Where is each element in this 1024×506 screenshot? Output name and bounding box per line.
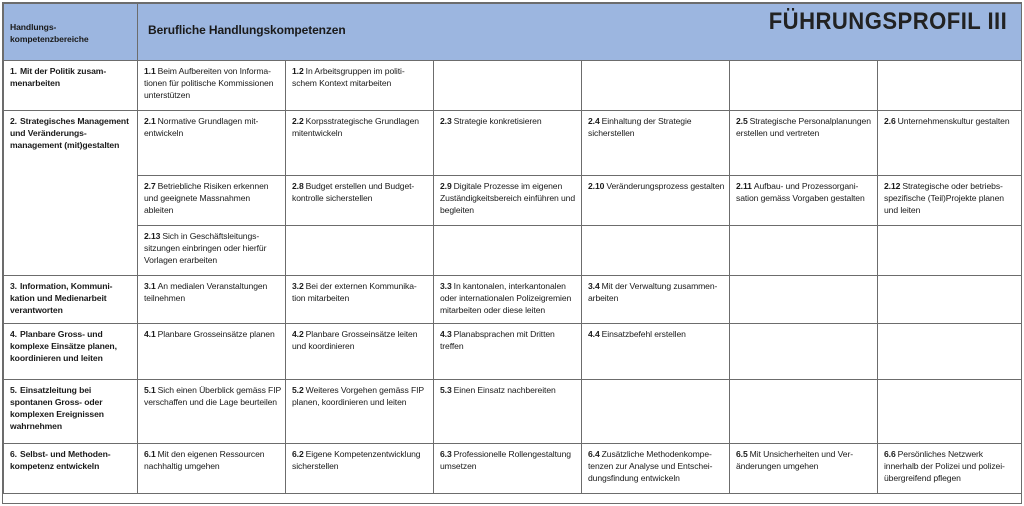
empty-cell [434,61,582,111]
competence-text: In kantonalen, interkantonalen oder internationalen Polizeigremien mitarbeiten oder diese leiten [440,281,572,315]
competence-code: 2.11 [736,181,752,191]
header-competences-label: Berufliche Handlungskompetenzen [148,23,346,37]
area-label: Mit der Politik zusam-menarbeiten [10,66,107,88]
competence-text: Unternehmenskultur gestalten [897,116,1010,126]
competence-text: Aufbau- und Prozessorgani-sation gemäss Vorgaben gestalten [736,181,865,203]
competence-code: 6.1 [144,449,156,459]
competence-table [3,3,1022,494]
competence-area [4,111,138,276]
competence-text: Beim Aufbereiten von Informa-tionen für politische Kommissionen unterstützen [144,66,274,100]
competence-code: 3.3 [440,281,452,291]
competence-code: 5.1 [144,385,156,395]
competence-code: 1.2 [292,66,304,76]
area-label: Planbare Gross- und komplexe Einsätze planen, koordinieren und leiten [10,329,117,363]
empty-cell [730,61,878,111]
competence-text: Bei der externen Kommunika-tion mitarbeiten [292,281,417,303]
competence-code: 4.4 [588,329,600,339]
competence-cell [286,444,434,494]
competence-text: Eigene Kompetenzentwicklung sicherstellen [292,449,421,471]
competence-text: Zusätzliche Methodenkompe-tenzen zur Analyse und Entschei-dungsfindung entwickeln [588,449,713,483]
competence-text: Persönliches Netzwerk innerhalb der Polizei und polizei-übergreifend pflegen [884,449,1005,483]
competence-code: 2.10 [588,181,605,191]
area-label: Einsatzleitung bei spontanen Gross- oder komplexen Ereignissen wahrnehmen [10,385,104,431]
empty-cell [878,226,1022,276]
area-number: 2. [10,116,17,126]
area-label: Selbst- und Methoden-kompetenz entwickeln [10,449,111,471]
competence-code: 4.1 [144,329,156,339]
competence-code: 2.13 [144,231,161,241]
table-row [4,380,1022,444]
empty-cell [730,226,878,276]
competence-text: Professionelle Rollengestaltung umsetzen [440,449,571,471]
empty-cell [730,324,878,380]
competence-text: Strategische Personalplanungen erstellen und vertreten [736,116,871,138]
area-label: Information, Kommuni-kation und Medienarbeit verantworten [10,281,113,315]
competence-text: Veränderungsprozess gestalten [606,181,725,191]
table-row [4,444,1022,494]
competence-text: Planbare Grosseinsätze planen [157,329,275,339]
competence-cell [138,276,286,324]
competence-code: 3.4 [588,281,600,291]
competence-cell [434,380,582,444]
competence-code: 2.9 [440,181,452,191]
competence-code: 2.12 [884,181,901,191]
competence-cell [582,444,730,494]
competence-code: 1.1 [144,66,156,76]
competence-cell [582,176,730,226]
competence-cell [286,61,434,111]
competence-cell [878,111,1022,176]
competence-text: Einsatzbefehl erstellen [601,329,686,339]
competence-area [4,61,138,111]
competence-text: Strategie konkretisieren [453,116,542,126]
area-number: 6. [10,449,17,459]
empty-cell [286,226,434,276]
competence-cell [286,380,434,444]
competence-cell [138,380,286,444]
competence-code: 2.6 [884,116,896,126]
empty-cell [582,380,730,444]
competence-area [4,324,138,380]
competence-text: Normative Grundlagen mit-entwickeln [144,116,259,138]
competence-code: 6.2 [292,449,304,459]
competence-code: 2.4 [588,116,600,126]
area-number: 4. [10,329,17,339]
competence-text: Einen Einsatz nachbereiten [453,385,556,395]
competence-cell [434,444,582,494]
competence-code: 6.4 [588,449,600,459]
competence-text: In Arbeitsgruppen im politi-schem Kontext mitarbeiten [292,66,405,88]
competence-text: An medialen Veranstaltungen teilnehmen [144,281,268,303]
competence-cell [138,176,286,226]
competence-text: Planabsprachen mit Dritten treffen [440,329,555,351]
competence-cell [138,324,286,380]
table-row [4,61,1022,111]
header-banner [138,4,1022,61]
table-row [4,276,1022,324]
area-label: Strategisches Management und Veränderungs-management (mit)gestalten [10,116,129,150]
competence-text: Mit Unsicherheiten und Ver-änderungen umgehen [736,449,853,471]
competence-cell [138,226,286,276]
competence-code: 6.5 [736,449,748,459]
competence-cell [138,61,286,111]
competence-code: 5.2 [292,385,304,395]
header-areas-label: Handlungs-kompetenzbereiche [4,4,138,61]
competence-cell [878,444,1022,494]
table-row [4,111,1022,176]
competence-code: 4.2 [292,329,304,339]
competence-cell [434,176,582,226]
competence-text: Mit den eigenen Ressourcen nachhaltig umgehen [144,449,265,471]
competence-code: 2.2 [292,116,304,126]
area-number: 3. [10,281,17,291]
empty-cell [434,226,582,276]
table-row [4,324,1022,380]
empty-cell [878,276,1022,324]
competence-code: 6.3 [440,449,452,459]
competence-text: Digitale Prozesse im eigenen Zuständigkeitsbereich einführen und begleiten [440,181,576,215]
competence-cell [730,176,878,226]
competence-code: 2.7 [144,181,156,191]
empty-cell [730,276,878,324]
competence-code: 2.8 [292,181,304,191]
competence-cell [138,444,286,494]
competence-code: 2.1 [144,116,156,126]
header-row [4,4,1022,61]
competence-code: 2.5 [736,116,748,126]
competence-code: 4.3 [440,329,452,339]
competence-cell [582,276,730,324]
empty-cell [878,380,1022,444]
competence-cell [434,111,582,176]
competence-code: 2.3 [440,116,452,126]
competence-cell [434,276,582,324]
competence-text: Sich einen Überblick gemäss FIP verschaffen und die Lage beurteilen [144,385,281,407]
competence-area [4,380,138,444]
competence-text: Mit der Verwaltung zusammen-arbeiten [588,281,718,303]
profile-title: FÜHRUNGSPROFIL III [768,8,1008,35]
competence-text: Strategische oder betriebs-spezifische (Teil)Projekte planen und leiten [884,181,1004,215]
empty-cell [582,226,730,276]
empty-cell [878,324,1022,380]
competence-text: Weiteres Vorgehen gemäss FIP planen, koordinieren und leiten [292,385,424,407]
competence-cell [286,324,434,380]
competence-text: Betriebliche Risiken erkennen und geeignete Massnahmen ableiten [144,181,269,215]
competence-code: 5.3 [440,385,452,395]
competence-cell [434,324,582,380]
competence-area [4,444,138,494]
area-number: 5. [10,385,17,395]
competence-cell [286,111,434,176]
competence-cell [730,444,878,494]
competence-cell [582,324,730,380]
table-row [4,176,1022,226]
empty-cell [878,61,1022,111]
competence-cell [878,176,1022,226]
competence-text: Budget erstellen und Budget-kontrolle sicherstellen [292,181,415,203]
competence-code: 6.6 [884,449,896,459]
competence-cell [286,176,434,226]
empty-cell [730,380,878,444]
empty-cell [582,61,730,111]
competence-text: Sich in Geschäftsleitungs-sitzungen einbringen oder hierfür Vorlagen erarbeiten [144,231,267,265]
table-row [4,226,1022,276]
competence-cell [286,276,434,324]
competence-text: Planbare Grosseinsätze leiten und koordinieren [292,329,418,351]
competence-cell [138,111,286,176]
competence-cell [730,111,878,176]
competence-text: Einhaltung der Strategie sicherstellen [588,116,692,138]
area-number: 1. [10,66,17,76]
competence-table-sheet [2,2,1022,504]
competence-code: 3.1 [144,281,156,291]
competence-text: Korpsstrategische Grundlagen mitentwickeln [292,116,419,138]
competence-code: 3.2 [292,281,304,291]
competence-area [4,276,138,324]
competence-cell [582,111,730,176]
